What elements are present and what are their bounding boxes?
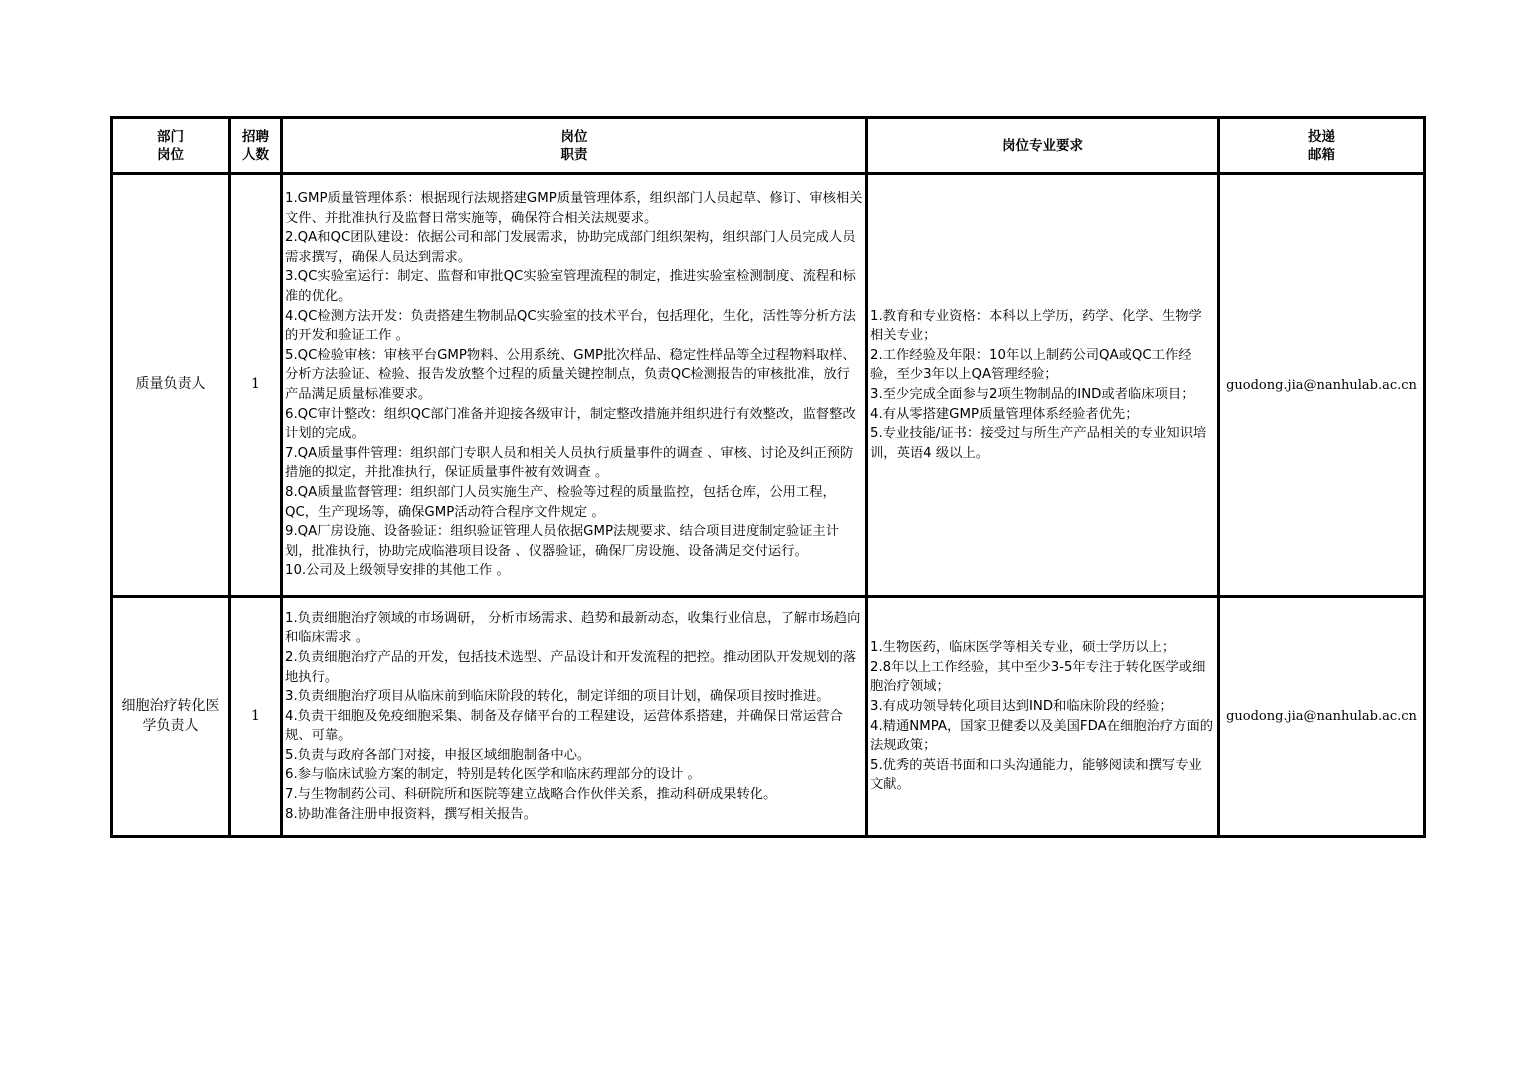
requirement-item: 4.有从零搭建GMP质量管理体系经验者优先； [870,406,1139,422]
count-cell [230,597,282,837]
header-department [112,118,230,174]
duty-item: 1.GMP质量管理体系：根据现行法规搭建GMP质量管理体系，组织部门人员起草、修订、审核相关文件、并批准执行及监督日常实施等，确保符合相关法规要求。 [285,191,863,226]
duty-item: 9.QA厂房设施、设备验证：组织验证管理人员依据GMP法规要求、结合项目进度制定验证主计划，批准执行，协助完成临港项目设备 、仪器验证，确保厂房设施、设备满足交付运行。 [285,524,840,559]
duty-item: 10.公司及上级领导安排的其他工作 。 [285,563,510,579]
duty-item: 4.QC检测方法开发：负责搭建生物制品QC实验室的技术平台，包括理化，生化，活性等分析方法的开发和验证工作 。 [285,308,856,344]
requirement-item: 2.8年以上工作经验，其中至少3-5年专注于转化医学或细胞治疗领域； [870,659,1206,695]
duty-item: 6.参与临床试验方案的制定，特别是转化医学和临床药理部分的设计 。 [285,767,701,783]
email-address[interactable]: guodong.jia@nanhulab.ac.cn [1226,377,1417,393]
position-cell [112,174,230,597]
requirement-item: 5.优秀的英语书面和口头沟通能力，能够阅读和撰写专业文献。 [870,757,1202,793]
count-cell [230,174,282,597]
duty-item: 2.QA和QC团队建设：依据公司和部门发展需求，协助完成部门组织架构，组织部门人员完成人员需求撰写，确保人员达到需求。 [285,230,856,265]
duty-item: 1.负责细胞治疗领域的市场调研， 分析市场需求、趋势和最新动态，收集行业信息，了解市场趋向和临床需求 。 [285,610,861,646]
position-name-line2: 学负责人 [142,717,199,734]
header-department-line2: 岗位 [157,146,184,163]
duty-item: 7.QA质量事件管理：组织部门专职人员和相关人员执行质量事件的调查 、审核、讨论及纠正预防措施的拟定，并批准执行，保证质量事件被有效调查 。 [285,445,854,481]
hire-count: 1 [251,707,260,724]
header-requirements [867,118,1219,174]
recruitment-table [110,116,1426,838]
duty-item: 3.QC实验室运行：制定、监督和审批QC实验室管理流程的制定，推进实验室检测制度、流程和标准的优化。 [285,269,856,305]
duty-item: 2.负责细胞治疗产品的开发，包括技术选型、产品设计和开发流程的把控。推动团队开发规划的落地执行。 [285,649,857,685]
requirement-item: 2.工作经验及年限：10年以上制药公司QA或QC工作经验，至少3年以上QA管理经验； [870,347,1192,383]
requirement-item: 1.教育和专业资格：本科以上学历，药学、化学、生物学相关专业； [870,308,1202,344]
header-count-line2: 人数 [242,146,269,163]
header-count [230,118,282,174]
header-duties-line2: 职责 [560,146,588,163]
header-email [1219,118,1425,174]
duty-item: 8.协助准备注册申报资料，撰写相关报告。 [285,806,538,822]
requirement-item: 5.专业技能/证书：接受过与所生产产品相关的专业知识培训，英语4 级以上。 [870,426,1207,461]
duties-cell [282,174,867,597]
email-cell [1219,597,1425,837]
email-address[interactable]: guodong.jia@nanhulab.ac.cn [1226,709,1417,724]
hire-count: 1 [251,376,260,393]
table-row [112,597,1425,837]
requirement-item: 3.至少完成全面参与2项生物制品的IND或者临床项目； [870,387,1195,402]
header-count-line1: 招聘 [242,128,269,145]
header-row [112,118,1425,174]
table-row [112,174,1425,597]
header-duties [282,118,867,174]
header-duties-line1: 岗位 [560,128,588,145]
duty-item: 7.与生物制药公司、科研院所和医院等建立战略合作伙伴关系，推动科研成果转化。 [285,787,777,803]
position-cell [112,597,230,837]
requirements-cell [867,174,1219,597]
header-requirements-label: 岗位专业要求 [1002,137,1083,154]
duty-item: 8.QA质量监督管理：组织部门人员实施生产、检验等过程的质量监控，包括仓库，公用工程，QC，生产现场等，确保GMP活动符合程序文件规定 。 [285,484,836,520]
duty-item: 5.负责与政府各部门对接，申报区域细胞制备中心。 [285,747,591,763]
requirement-item: 3.有成功领导转化项目达到IND和临床阶段的经验； [870,698,1173,714]
position-name-line1: 细胞治疗转化医 [121,698,220,714]
requirement-item: 1.生物医药，临床医学等相关专业，硕士学历以上； [870,640,1176,656]
duty-item: 5.QC检验审核：审核平台GMP物料、公用系统、GMP批次样品、稳定性样品等全过程物料取样、分析方法验证、检验、报告发放整个过程的质量关键控制点，负责QC检测报告的审核批准，放行产品满足质量标准要求。 [285,347,856,402]
header-email-line2: 邮箱 [1308,146,1335,163]
position-name: 质量负责人 [135,376,206,393]
duties-cell [282,597,867,837]
email-cell [1219,174,1425,597]
duty-item: 3.负责细胞治疗项目从临床前到临床阶段的转化，制定详细的项目计划，确保项目按时推进。 [285,689,830,705]
requirements-cell [867,597,1219,837]
duty-item: 4.负责干细胞及免疫细胞采集、制备及存储平台的工程建设，运营体系搭建，并确保日常运营合规、可靠。 [285,708,843,744]
duty-item: 6.QC审计整改：组织QC部门准备并迎接各级审计，制定整改措施并组织进行有效整改，监督整改计划的完成。 [285,406,856,442]
header-department-line1: 部门 [157,128,184,145]
header-email-line1: 投递 [1308,128,1335,145]
requirement-item: 4.精通NMPA，国家卫健委以及美国FDA在细胞治疗方面的法规政策； [870,718,1214,754]
